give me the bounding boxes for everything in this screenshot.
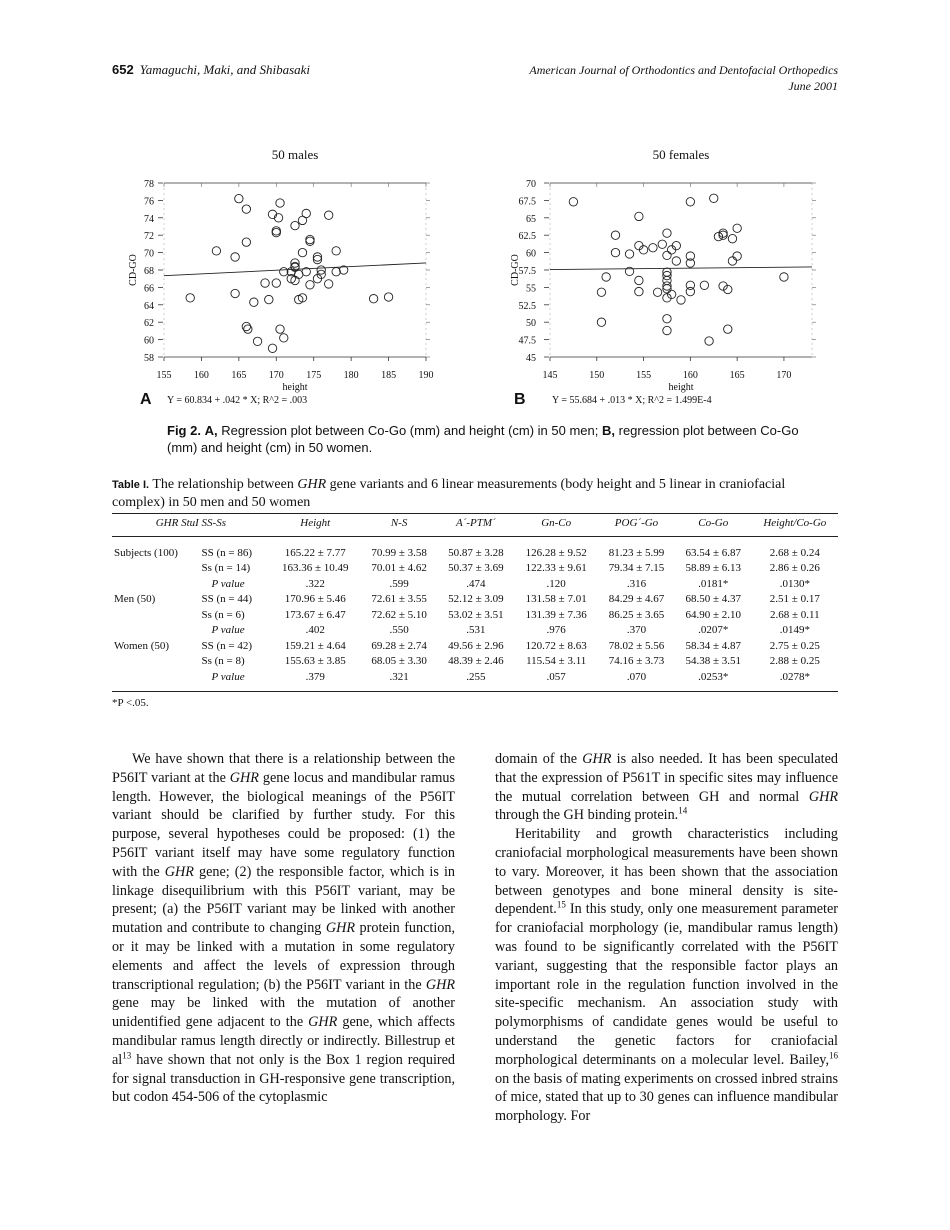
table-cell: 122.33 ± 9.61 — [525, 562, 587, 575]
table-row — [112, 638, 838, 654]
reference-13: 13 — [122, 1050, 132, 1061]
y-tick-label: 60 — [526, 248, 536, 260]
table-caption-gene: GHR — [297, 477, 327, 492]
journal-name: American Journal of Orthodontics and Dentofacial Orthopedics — [529, 63, 838, 77]
data-point — [653, 288, 661, 296]
data-point — [186, 294, 194, 302]
body-column-left — [112, 750, 455, 1107]
row-subgroup-label: P value — [211, 577, 245, 590]
y-tick-label: 47.5 — [518, 335, 536, 347]
y-tick-label: 58 — [144, 353, 154, 364]
data-point — [728, 257, 736, 265]
data-point — [276, 199, 284, 207]
table-cell: 115.54 ± 3.11 — [526, 655, 587, 668]
row-group-label — [112, 623, 199, 639]
table-header-cell: Gn-Co — [514, 514, 598, 537]
table-cell: .322 — [305, 577, 325, 590]
data-point — [384, 293, 392, 301]
data-point — [298, 248, 306, 256]
table-cell: 49.56 ± 2.96 — [448, 639, 504, 652]
table-header-cell: Height/Co-Go — [752, 514, 838, 537]
row-group-label: Subjects (100) — [114, 546, 178, 559]
table-header-row — [112, 514, 838, 537]
table-cell: 2.75 ± 0.25 — [769, 639, 820, 652]
table-cell: .255 — [437, 669, 514, 691]
data-point — [261, 279, 269, 287]
y-tick-label: 76 — [144, 196, 154, 208]
row-subgroup-label: Ss (n = 14) — [201, 562, 251, 575]
data-point — [724, 325, 732, 333]
table-header-cell: POG´-Go — [598, 514, 675, 537]
table-cell: 53.02 ± 3.51 — [448, 608, 504, 621]
data-point — [733, 224, 741, 232]
table-cell: 131.39 ± 7.36 — [525, 608, 587, 621]
y-tick-label: 68 — [144, 266, 154, 277]
table-cell: 58.34 ± 4.87 — [685, 639, 742, 652]
table-cell: 48.39 ± 2.46 — [448, 655, 504, 668]
table-cell: .120 — [546, 577, 566, 590]
table-cell: 50.87 ± 3.28 — [448, 546, 504, 559]
y-tick-label: 72 — [144, 231, 154, 243]
table-cell: 155.63 ± 3.85 — [284, 655, 346, 668]
data-point — [700, 281, 708, 289]
x-tick-label: 150 — [589, 370, 605, 381]
table-row — [112, 623, 838, 639]
table-cell: 163.36 ± 10.49 — [281, 562, 349, 575]
data-point — [212, 247, 220, 255]
data-point — [569, 198, 577, 206]
data-point — [663, 315, 671, 323]
x-tick-label: 160 — [193, 370, 209, 381]
x-tick-label: 180 — [343, 370, 359, 381]
caption-b-label: B, — [602, 423, 615, 438]
gene-name: GHR — [808, 788, 838, 805]
row-group-label: Women (50) — [114, 639, 170, 652]
y-tick-label: 70 — [526, 179, 536, 190]
table-header-cell: Co-Go — [675, 514, 752, 537]
x-tick-label: 185 — [381, 370, 397, 381]
chart-title: 50 females — [652, 147, 710, 162]
table-cell: 58.89 ± 6.13 — [685, 562, 742, 575]
table-caption-pre: The relationship between — [152, 477, 294, 492]
body-paragraph — [495, 825, 838, 1126]
table-header-cell: Height — [270, 514, 361, 537]
row-group-label — [112, 576, 199, 592]
table-caption — [112, 476, 838, 511]
data-point — [235, 194, 243, 202]
table-cell: .599 — [389, 577, 409, 590]
table-header-cell: A´-PTM´ — [437, 514, 514, 537]
table-cell: .0149* — [779, 624, 810, 637]
data-point — [635, 287, 643, 295]
table-cell: .474 — [466, 577, 486, 590]
x-axis-label: height — [668, 382, 694, 393]
gene-name: GHR — [164, 863, 194, 880]
x-axis-label: height — [282, 382, 308, 393]
table-cell: 72.62 ± 5.10 — [371, 608, 427, 621]
data-point — [276, 325, 284, 333]
table-cell: .531 — [466, 624, 486, 637]
y-tick-label: 52.5 — [518, 300, 536, 312]
row-group-label: Men (50) — [114, 593, 156, 606]
table-row — [112, 537, 838, 561]
table-cell: .550 — [389, 624, 409, 637]
y-tick-label: 45 — [526, 353, 536, 364]
data-point — [663, 229, 671, 237]
x-tick-label: 175 — [306, 370, 322, 381]
y-tick-label: 60 — [144, 335, 154, 347]
panel-label: B — [514, 391, 526, 408]
table-cell: .0130* — [779, 577, 810, 590]
table-row — [112, 576, 838, 592]
text-run: domain of the — [495, 751, 578, 767]
data-point — [250, 298, 258, 306]
panel-label: A — [140, 391, 152, 408]
table-cell: 69.28 ± 2.74 — [371, 639, 427, 652]
table-cell: 70.01 ± 4.62 — [371, 562, 427, 575]
table-cell: 68.50 ± 4.37 — [685, 593, 742, 606]
table-cell: 68.05 ± 3.30 — [371, 655, 427, 668]
table-cell: 126.28 ± 9.52 — [525, 546, 587, 559]
data-point — [306, 235, 314, 243]
table-cell: 78.02 ± 5.56 — [608, 639, 665, 652]
table-cell: .0253* — [675, 669, 752, 691]
data-point — [332, 247, 340, 255]
text-run: gene locus and mandibular ramus length. However, the biological meanings of the P56IT variant should be clarified by further study. For this purpose, several hypotheses could be proposed: (1) the P56IT variant itself may have some regulatory function with the — [112, 769, 455, 880]
x-tick-label: 155 — [636, 370, 652, 381]
table-cell: 63.54 ± 6.87 — [685, 546, 742, 559]
data-point — [242, 205, 250, 213]
gene-name: GHR — [582, 751, 612, 767]
data-point — [268, 344, 276, 352]
data-point — [272, 279, 280, 287]
table-cell: 81.23 ± 5.99 — [608, 546, 665, 559]
row-subgroup-label: Ss (n = 6) — [201, 608, 245, 621]
figure-label: Fig 2. — [167, 423, 201, 438]
table-cell: 165.22 ± 7.77 — [284, 546, 346, 559]
data-point — [677, 296, 685, 304]
data-point — [649, 244, 657, 252]
data-point — [672, 257, 680, 265]
table-cell: 120.72 ± 8.63 — [525, 639, 587, 652]
data-point — [611, 248, 619, 256]
data-point — [686, 198, 694, 206]
x-tick-label: 165 — [729, 370, 745, 381]
text-run: through the GH binding protein. — [495, 807, 679, 824]
row-group-label — [112, 561, 199, 577]
data-point — [733, 252, 741, 260]
data-point — [272, 228, 280, 236]
data-point — [635, 276, 643, 284]
table-cell: .316 — [626, 577, 647, 590]
body-column-right — [495, 750, 838, 1126]
x-tick-label: 165 — [231, 370, 247, 381]
text-run: gene; (2) the responsible factor, which is in linkage disequilibrium with this P56IT variant, may be present; (a) the P56IT variant may be linked with another mutation and contribute to changing — [112, 863, 456, 937]
body-paragraph — [495, 750, 838, 825]
data-point — [253, 337, 261, 345]
table-cell: 64.90 ± 2.10 — [685, 608, 742, 621]
data-point — [231, 253, 239, 261]
table-cell: 2.68 ± 0.24 — [769, 546, 820, 559]
row-group-label — [112, 654, 199, 670]
table-cell: .379 — [270, 669, 361, 691]
data-point — [324, 211, 332, 219]
row-subgroup-label: Ss (n = 8) — [201, 655, 245, 668]
text-run: In this study, only one measurement parameter for craniofacial morphology (ie, mandibular ramus length) was found to be significantly correlated with the P56IT variant, suggesting that the responsible factor plays an important role in the regulation function involved in the site-specific mechanism. An association study with polymorphisms of candidate genes would be useful to understand the genetic factors for craniofacial morphological determinants on a molecular level. Bailey, — [495, 901, 838, 1068]
table-cell: 131.58 ± 7.01 — [525, 593, 587, 606]
data-point — [306, 281, 314, 289]
table-row — [112, 654, 838, 670]
y-axis-label: CD-GO — [510, 254, 521, 286]
table-cell: 2.68 ± 0.11 — [770, 608, 820, 621]
header-authors: Yamaguchi, Maki, and Shibasaki — [139, 62, 311, 77]
table-cell: 170.96 ± 5.46 — [284, 593, 346, 606]
data-point — [635, 212, 643, 220]
row-subgroup-label: P value — [211, 624, 245, 637]
table-row — [112, 592, 838, 608]
data-point — [719, 231, 727, 239]
data-point — [658, 240, 666, 248]
chart-title: 50 males — [271, 147, 319, 162]
data-point — [272, 227, 280, 235]
regression-equation: Y = 60.834 + .042 * X; R^2 = .003 — [167, 395, 308, 406]
figure-2 — [0, 0, 950, 420]
reference-16: 16 — [829, 1050, 838, 1061]
data-point — [242, 238, 250, 246]
data-table — [112, 513, 838, 692]
data-point — [780, 273, 788, 281]
y-tick-label: 78 — [144, 179, 154, 190]
table-cell: .0278* — [752, 669, 838, 691]
table-cell: 50.37 ± 3.69 — [448, 562, 504, 575]
y-tick-label: 65 — [526, 213, 536, 225]
caption-a-label: A, — [204, 423, 218, 438]
text-run: is also needed. It has been speculated that the expression of P561T in specific sites may influence the mutual correlation between GH and normal — [495, 751, 838, 805]
table-header-group: GHR StuI SS-Ss — [112, 514, 270, 537]
table-cell: .0207* — [698, 624, 729, 637]
data-point — [663, 251, 671, 259]
data-point — [597, 318, 605, 326]
data-point — [597, 288, 605, 296]
table-cell: .070 — [598, 669, 675, 691]
x-tick-label: 155 — [156, 370, 172, 381]
y-tick-label: 70 — [144, 248, 154, 260]
data-point — [298, 216, 306, 224]
table-caption-post: gene variants and 6 linear measurements (body height and 5 linear in craniofacial complex) in 50 men and 50 women — [112, 477, 786, 510]
y-tick-label: 66 — [144, 283, 154, 295]
y-tick-label: 50 — [526, 318, 536, 330]
data-point — [332, 268, 340, 276]
table-row — [112, 561, 838, 577]
y-tick-label: 62.5 — [518, 231, 536, 243]
row-subgroup-label: SS (n = 86) — [201, 546, 252, 559]
reference-14: 14 — [678, 805, 688, 816]
text-run: gene, which affects mandibular ramus length directly or indirectly. Billestrup et al — [112, 1014, 456, 1068]
data-point — [728, 234, 736, 242]
table-cell: 173.67 ± 6.47 — [284, 608, 346, 621]
table-cell: 86.25 ± 3.65 — [608, 608, 665, 621]
row-group-label — [112, 607, 199, 623]
gene-name: GHR — [425, 976, 455, 993]
gene-name: GHR — [325, 920, 356, 937]
data-point — [231, 289, 239, 297]
data-point — [686, 287, 694, 295]
table-cell: 2.86 ± 0.26 — [769, 562, 820, 575]
table-cell: .402 — [305, 624, 325, 637]
caption-b-text: regression plot between Co-Go (mm) and height (cm) in 50 women. — [167, 423, 799, 455]
text-run: We have shown that there is a relationship between the P56IT variant at the — [112, 751, 455, 786]
caption-a-text: Regression plot between Co-Go (mm) and height (cm) in 50 men; — [221, 423, 599, 438]
text-run: have shown that not only is the Box 1 region required for signal transduction in GH-responsive gene transcription, but codon 454-506 of the cytoplasmic — [112, 1051, 455, 1106]
body-paragraph — [112, 750, 455, 1107]
table-cell: 52.12 ± 3.09 — [448, 593, 504, 606]
text-run: gene may be linked with the mutation of another unidentified gene adjacent to the — [112, 995, 455, 1031]
table-header-cell: N-S — [361, 514, 438, 537]
data-point — [602, 273, 610, 281]
gene-name: GHR — [229, 769, 259, 786]
y-tick-label: 57.5 — [518, 266, 536, 277]
data-point — [265, 295, 273, 303]
y-tick-label: 55 — [526, 283, 536, 295]
table-cell: .321 — [361, 669, 438, 691]
table-cell: 54.38 ± 3.51 — [685, 655, 742, 668]
data-point — [663, 326, 671, 334]
row-subgroup-label: SS (n = 44) — [201, 593, 252, 606]
page-number: 652 — [112, 62, 134, 77]
data-point — [291, 221, 299, 229]
regression-line — [550, 267, 812, 270]
x-tick-label: 160 — [682, 370, 698, 381]
data-point — [324, 280, 332, 288]
text-run: on the basis of mating experiments on crossed inbred strains of mice, stated that up to 30 genes can influence mandibular morphology. For — [495, 1070, 838, 1125]
data-point — [280, 334, 288, 342]
table-cell: 2.88 ± 0.25 — [769, 655, 820, 668]
y-tick-label: 74 — [144, 213, 154, 225]
table-row — [112, 607, 838, 623]
text-run: Heritability and growth characteristics including craniofacial morphological measurements have been shown to vary. Moreover, it has been shown that the association between genotypes and bone mineral density is site-dependent. — [495, 826, 838, 918]
regression-equation: Y = 55.684 + .013 * X; R^2 = 1.499E-4 — [552, 395, 712, 406]
x-tick-label: 145 — [542, 370, 558, 381]
issue-date: June 2001 — [788, 79, 838, 93]
data-point — [611, 231, 619, 239]
reference-15: 15 — [556, 899, 566, 910]
table-cell: 72.61 ± 3.55 — [371, 593, 427, 606]
table-row — [112, 669, 838, 691]
y-axis-label: CD-GO — [128, 254, 139, 286]
y-tick-label: 64 — [144, 300, 154, 312]
table-cell: 159.21 ± 4.64 — [284, 639, 346, 652]
y-tick-label: 67.5 — [518, 196, 536, 208]
data-point — [244, 325, 252, 333]
data-point — [705, 337, 713, 345]
text-run: protein function, or it may be linked with a mutation in some regulatory elements and affect the levels of expression through transcriptional regulation; (b) the P56IT variant in the — [112, 920, 456, 993]
x-tick-label: 190 — [418, 370, 434, 381]
row-subgroup-label: SS (n = 42) — [201, 639, 252, 652]
data-point — [625, 250, 633, 258]
figure-caption — [167, 422, 817, 456]
table-cell: 74.16 ± 3.73 — [608, 655, 665, 668]
row-group-label — [112, 669, 199, 691]
table-cell: 70.99 ± 3.58 — [371, 546, 427, 559]
gene-name: GHR — [308, 1014, 338, 1031]
data-point — [306, 237, 314, 245]
table-cell: .057 — [514, 669, 598, 691]
table-label: Table I. — [112, 479, 150, 491]
table-cell: .370 — [626, 624, 647, 637]
data-point — [710, 194, 718, 202]
table-cell: 79.34 ± 7.15 — [608, 562, 665, 575]
y-tick-label: 62 — [144, 318, 154, 330]
data-point — [369, 295, 377, 303]
table-footnote: *P <.05. — [112, 697, 149, 709]
table-cell: .976 — [546, 624, 566, 637]
x-tick-label: 170 — [776, 370, 792, 381]
x-tick-label: 170 — [268, 370, 284, 381]
row-subgroup-label: P value — [199, 669, 269, 691]
table-cell: 84.29 ± 4.67 — [608, 593, 665, 606]
table-cell: .0181* — [698, 577, 729, 590]
table-cell: 2.51 ± 0.17 — [769, 593, 820, 606]
